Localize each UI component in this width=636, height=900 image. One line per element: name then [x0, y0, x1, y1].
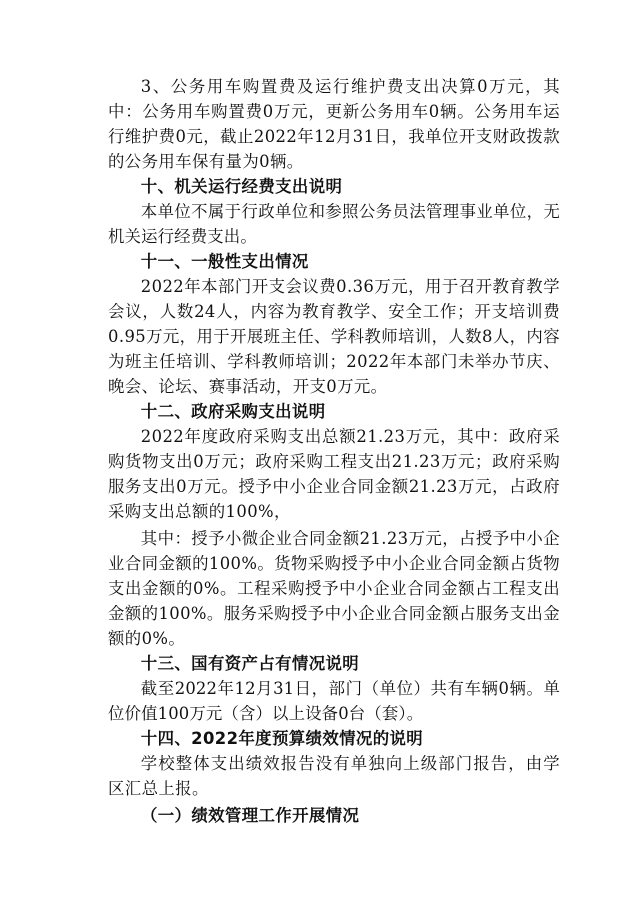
paragraph-performance-report: 学校整体支出绩效报告没有单独向上级部门报告，由学区汇总上报。: [108, 754, 560, 798]
heading-section-11: 十一、一般性支出情况: [140, 252, 309, 271]
paragraph-state-assets: 截至2022年12月31日，部门（单位）共有车辆0辆。单位价值100万元（含）以上设备0台（套）。: [108, 679, 560, 723]
paragraph-procurement-detail: 其中：授予小微企业合同金额21.23万元，占授予中小企业合同金额的100%。货物采购授予中小企业合同金额占货物支出金额的0%。工程采购授予中小企业合同金额占工程支出金额的100%。服务采购授予中小企业合同金额占服务支出金额的0%。: [108, 529, 560, 648]
heading-section-12: 十二、政府采购支出说明: [140, 402, 326, 421]
paragraph-operating-expenses: 本单位不属于行政单位和参照公务员法管理事业单位，无机关运行经费支出。: [108, 202, 560, 246]
paragraph-procurement-total: 2022年度政府采购支出总额21.23万元，其中：政府采购货物支出0万元；政府采购工程支出21.23万元；政府采购服务支出0万元。授予中小企业合同金额21.23万元，占政府采购支出总额的100%，: [108, 427, 560, 521]
heading-section-14: 十四、2022年度预算绩效情况的说明: [140, 729, 424, 748]
paragraph-vehicle-expenses: 3、公务用车购置费及运行维护费支出决算0万元，其中：公务用车购置费0万元，更新公务用车0辆。公务用车运行维护费0元，截止2022年12月31日，我单位开支财政拨款的公务用车保有量为0辆。: [108, 77, 560, 171]
paragraph-general-expenses: 2022年本部门开支会议费0.36万元，用于召开教育教学会议，人数24人，内容为教育教学、安全工作；开支培训费0.95万元，用于开展班主任、学科教师培训，人数8人，内容为班主任培训、学科教师培训；2022年本部门未举办节庆、晚会、论坛、赛事活动，开支0万元。: [108, 277, 560, 396]
heading-section-13: 十三、国有资产占有情况说明: [140, 654, 360, 673]
document-body: [108, 74, 560, 828]
heading-section-10: 十、机关运行经费支出说明: [140, 177, 343, 196]
subheading-performance-management: （一）绩效管理工作开展情况: [140, 806, 360, 825]
